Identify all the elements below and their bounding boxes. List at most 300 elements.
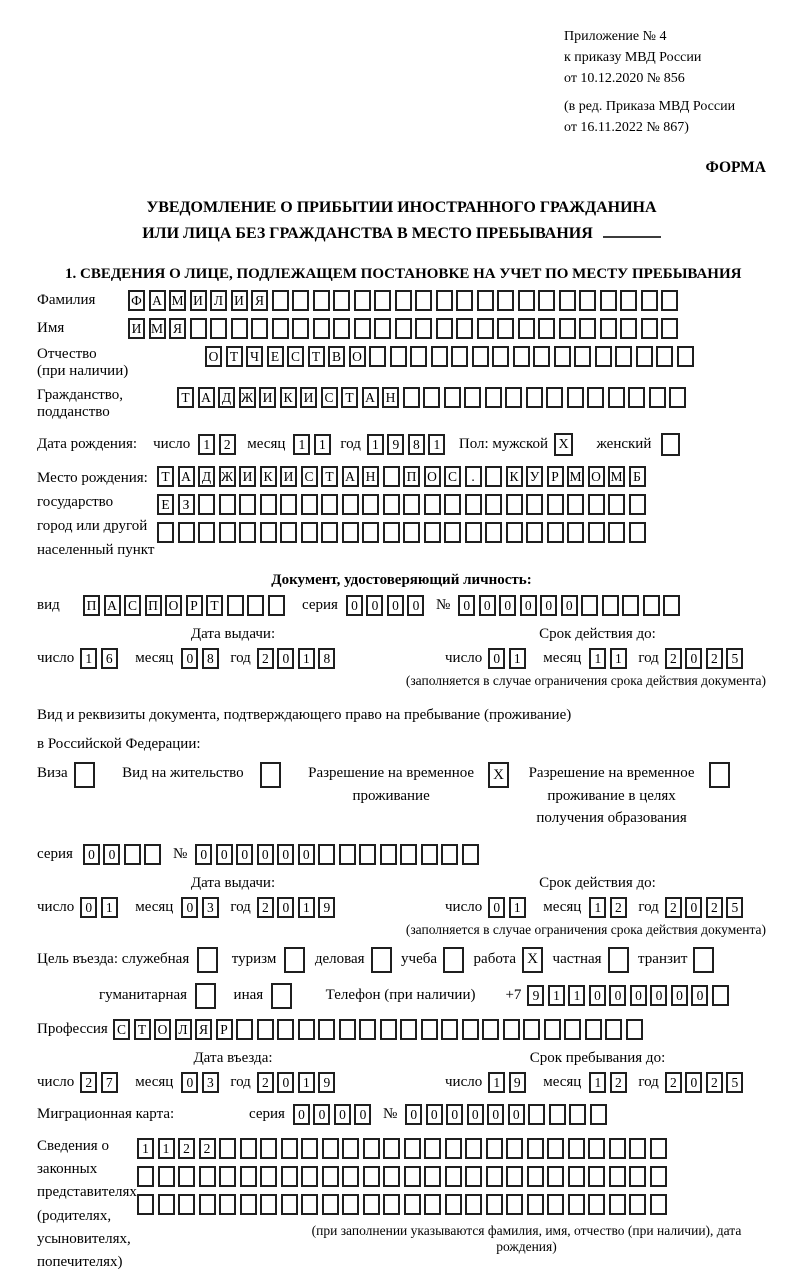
- char-box[interactable]: [547, 1166, 564, 1187]
- char-box[interactable]: [403, 387, 420, 408]
- char-box[interactable]: [649, 387, 666, 408]
- char-box[interactable]: П: [83, 595, 100, 616]
- char-box[interactable]: [663, 595, 680, 616]
- char-box[interactable]: В: [328, 346, 345, 367]
- char-box[interactable]: [260, 522, 277, 543]
- char-box[interactable]: [547, 1194, 564, 1215]
- char-box[interactable]: О: [205, 346, 222, 367]
- char-box[interactable]: [236, 1019, 253, 1040]
- char-box[interactable]: 1: [488, 1072, 505, 1093]
- char-box[interactable]: [445, 1166, 462, 1187]
- char-box[interactable]: 0: [181, 648, 198, 669]
- char-box[interactable]: [210, 318, 227, 339]
- char-box[interactable]: Т: [226, 346, 243, 367]
- char-box[interactable]: [485, 494, 502, 515]
- char-box[interactable]: [424, 522, 441, 543]
- char-box[interactable]: Е: [157, 494, 174, 515]
- char-box[interactable]: 3: [202, 1072, 219, 1093]
- char-box[interactable]: [465, 494, 482, 515]
- char-box[interactable]: [641, 290, 658, 311]
- char-box[interactable]: 2: [706, 1072, 723, 1093]
- char-box[interactable]: 0: [458, 595, 475, 616]
- char-box[interactable]: Б: [629, 466, 646, 487]
- char-box[interactable]: [590, 1104, 607, 1125]
- char-box[interactable]: [198, 494, 215, 515]
- char-box[interactable]: А: [149, 290, 166, 311]
- char-box[interactable]: [486, 1138, 503, 1159]
- char-box[interactable]: [354, 290, 371, 311]
- char-box[interactable]: [547, 494, 564, 515]
- char-box[interactable]: [569, 1104, 586, 1125]
- char-box[interactable]: [257, 1019, 274, 1040]
- char-box[interactable]: [445, 1138, 462, 1159]
- char-box[interactable]: [579, 290, 596, 311]
- char-box[interactable]: [609, 1194, 626, 1215]
- char-box[interactable]: [629, 1138, 646, 1159]
- char-box[interactable]: [609, 1166, 626, 1187]
- char-box[interactable]: [199, 1166, 216, 1187]
- char-box[interactable]: [281, 1166, 298, 1187]
- char-box[interactable]: [626, 1019, 643, 1040]
- char-box[interactable]: [527, 1166, 544, 1187]
- char-box[interactable]: [503, 1019, 520, 1040]
- char-box[interactable]: [581, 595, 598, 616]
- char-box[interactable]: У: [526, 466, 543, 487]
- char-box[interactable]: [144, 844, 161, 865]
- char-box[interactable]: 2: [706, 648, 723, 669]
- char-box[interactable]: 1: [548, 985, 565, 1006]
- char-box[interactable]: [247, 595, 264, 616]
- char-box[interactable]: С: [321, 387, 338, 408]
- char-box[interactable]: [568, 1138, 585, 1159]
- char-box[interactable]: Р: [216, 1019, 233, 1040]
- char-box[interactable]: 0: [83, 844, 100, 865]
- char-box[interactable]: С: [287, 346, 304, 367]
- char-box[interactable]: [544, 1019, 561, 1040]
- checkbox-cell[interactable]: [608, 947, 629, 973]
- char-box[interactable]: 0: [313, 1104, 330, 1125]
- char-box[interactable]: [608, 494, 625, 515]
- char-box[interactable]: [313, 290, 330, 311]
- char-box[interactable]: 0: [671, 985, 688, 1006]
- char-box[interactable]: [506, 1138, 523, 1159]
- char-box[interactable]: Т: [134, 1019, 151, 1040]
- char-box[interactable]: [424, 1194, 441, 1215]
- char-box[interactable]: [641, 318, 658, 339]
- char-box[interactable]: [333, 290, 350, 311]
- char-box[interactable]: [472, 346, 489, 367]
- char-box[interactable]: 0: [334, 1104, 351, 1125]
- char-box[interactable]: [482, 1019, 499, 1040]
- char-box[interactable]: 0: [387, 595, 404, 616]
- char-box[interactable]: Я: [251, 290, 268, 311]
- char-box[interactable]: [444, 494, 461, 515]
- char-box[interactable]: [669, 387, 686, 408]
- char-box[interactable]: З: [178, 494, 195, 515]
- char-box[interactable]: 0: [508, 1104, 525, 1125]
- char-box[interactable]: [431, 346, 448, 367]
- char-box[interactable]: [301, 494, 318, 515]
- checkbox-cell[interactable]: [371, 947, 392, 973]
- char-box[interactable]: Л: [210, 290, 227, 311]
- char-box[interactable]: 0: [277, 648, 294, 669]
- char-box[interactable]: [424, 494, 441, 515]
- char-box[interactable]: 2: [706, 897, 723, 918]
- char-box[interactable]: [339, 844, 356, 865]
- char-box[interactable]: [281, 1194, 298, 1215]
- char-box[interactable]: [158, 1166, 175, 1187]
- char-box[interactable]: [485, 466, 502, 487]
- char-box[interactable]: 0: [685, 897, 702, 918]
- char-box[interactable]: [272, 290, 289, 311]
- char-box[interactable]: 0: [405, 1104, 422, 1125]
- char-box[interactable]: [410, 346, 427, 367]
- char-box[interactable]: 0: [650, 985, 667, 1006]
- char-box[interactable]: [677, 346, 694, 367]
- char-box[interactable]: [465, 1138, 482, 1159]
- char-box[interactable]: [178, 1166, 195, 1187]
- char-box[interactable]: [374, 318, 391, 339]
- char-box[interactable]: [239, 522, 256, 543]
- char-box[interactable]: [421, 1019, 438, 1040]
- char-box[interactable]: 1: [137, 1138, 154, 1159]
- char-box[interactable]: [465, 1194, 482, 1215]
- char-box[interactable]: [342, 1194, 359, 1215]
- char-box[interactable]: [231, 318, 248, 339]
- char-box[interactable]: [199, 1194, 216, 1215]
- char-box[interactable]: [322, 1138, 339, 1159]
- char-box[interactable]: [620, 318, 637, 339]
- char-box[interactable]: [322, 1166, 339, 1187]
- char-box[interactable]: [280, 494, 297, 515]
- char-box[interactable]: [383, 1138, 400, 1159]
- char-box[interactable]: Т: [157, 466, 174, 487]
- char-box[interactable]: 5: [726, 1072, 743, 1093]
- char-box[interactable]: [546, 387, 563, 408]
- char-box[interactable]: [157, 522, 174, 543]
- char-box[interactable]: [383, 522, 400, 543]
- char-box[interactable]: [462, 1019, 479, 1040]
- char-box[interactable]: 9: [318, 1072, 335, 1093]
- char-box[interactable]: [404, 1138, 421, 1159]
- char-box[interactable]: [445, 1194, 462, 1215]
- char-box[interactable]: 0: [520, 595, 537, 616]
- char-box[interactable]: А: [104, 595, 121, 616]
- char-box[interactable]: 0: [685, 648, 702, 669]
- char-box[interactable]: 5: [726, 648, 743, 669]
- char-box[interactable]: [423, 387, 440, 408]
- char-box[interactable]: [374, 290, 391, 311]
- char-box[interactable]: 1: [589, 648, 606, 669]
- char-box[interactable]: 2: [219, 434, 236, 455]
- char-box[interactable]: М: [149, 318, 166, 339]
- char-box[interactable]: [656, 346, 673, 367]
- checkbox-cell[interactable]: [693, 947, 714, 973]
- char-box[interactable]: [462, 844, 479, 865]
- char-box[interactable]: [383, 494, 400, 515]
- char-box[interactable]: П: [145, 595, 162, 616]
- char-box[interactable]: [362, 494, 379, 515]
- char-box[interactable]: 2: [80, 1072, 97, 1093]
- char-box[interactable]: [301, 1194, 318, 1215]
- char-box[interactable]: [518, 290, 535, 311]
- char-box[interactable]: 0: [80, 897, 97, 918]
- char-box[interactable]: 2: [610, 897, 627, 918]
- char-box[interactable]: [383, 466, 400, 487]
- char-box[interactable]: [219, 494, 236, 515]
- char-box[interactable]: .: [465, 466, 482, 487]
- char-box[interactable]: [158, 1194, 175, 1215]
- char-box[interactable]: 0: [298, 844, 315, 865]
- char-box[interactable]: 0: [685, 1072, 702, 1093]
- char-box[interactable]: [190, 318, 207, 339]
- char-box[interactable]: 2: [199, 1138, 216, 1159]
- char-box[interactable]: 0: [426, 1104, 443, 1125]
- char-box[interactable]: [587, 387, 604, 408]
- char-box[interactable]: 0: [277, 1072, 294, 1093]
- char-box[interactable]: Т: [321, 466, 338, 487]
- char-box[interactable]: [559, 290, 576, 311]
- char-box[interactable]: С: [444, 466, 461, 487]
- char-box[interactable]: [424, 1138, 441, 1159]
- char-box[interactable]: 1: [509, 897, 526, 918]
- checkbox-cell[interactable]: [197, 947, 218, 973]
- char-box[interactable]: [650, 1166, 667, 1187]
- char-box[interactable]: [219, 1194, 236, 1215]
- char-box[interactable]: [400, 844, 417, 865]
- char-box[interactable]: 0: [216, 844, 233, 865]
- char-box[interactable]: [321, 494, 338, 515]
- char-box[interactable]: Д: [198, 466, 215, 487]
- char-box[interactable]: [436, 290, 453, 311]
- char-box[interactable]: Ж: [219, 466, 236, 487]
- char-box[interactable]: [333, 318, 350, 339]
- char-box[interactable]: 1: [610, 648, 627, 669]
- char-box[interactable]: 0: [277, 844, 294, 865]
- char-box[interactable]: [567, 387, 584, 408]
- char-box[interactable]: [178, 1194, 195, 1215]
- char-box[interactable]: М: [567, 466, 584, 487]
- char-box[interactable]: [318, 844, 335, 865]
- char-box[interactable]: [492, 346, 509, 367]
- char-box[interactable]: 0: [366, 595, 383, 616]
- char-box[interactable]: Т: [341, 387, 358, 408]
- char-box[interactable]: А: [178, 466, 195, 487]
- char-box[interactable]: [650, 1138, 667, 1159]
- char-box[interactable]: [363, 1194, 380, 1215]
- char-box[interactable]: [567, 494, 584, 515]
- char-box[interactable]: [260, 494, 277, 515]
- char-box[interactable]: [137, 1166, 154, 1187]
- char-box[interactable]: [313, 318, 330, 339]
- char-box[interactable]: И: [190, 290, 207, 311]
- char-box[interactable]: [608, 387, 625, 408]
- char-box[interactable]: [568, 1194, 585, 1215]
- char-box[interactable]: [629, 1166, 646, 1187]
- char-box[interactable]: [342, 1166, 359, 1187]
- char-box[interactable]: 3: [202, 897, 219, 918]
- char-box[interactable]: [301, 1138, 318, 1159]
- char-box[interactable]: [588, 494, 605, 515]
- char-box[interactable]: [629, 522, 646, 543]
- char-box[interactable]: 0: [691, 985, 708, 1006]
- char-box[interactable]: [268, 595, 285, 616]
- char-box[interactable]: 0: [181, 1072, 198, 1093]
- char-box[interactable]: О: [588, 466, 605, 487]
- char-box[interactable]: 5: [726, 897, 743, 918]
- char-box[interactable]: [585, 1019, 602, 1040]
- checkbox-cell[interactable]: [271, 983, 292, 1009]
- char-box[interactable]: [518, 318, 535, 339]
- char-box[interactable]: 1: [367, 434, 384, 455]
- char-box[interactable]: [339, 1019, 356, 1040]
- char-box[interactable]: [579, 318, 596, 339]
- char-box[interactable]: [390, 346, 407, 367]
- char-box[interactable]: [318, 1019, 335, 1040]
- char-box[interactable]: [444, 522, 461, 543]
- char-box[interactable]: [526, 494, 543, 515]
- char-box[interactable]: [198, 522, 215, 543]
- char-box[interactable]: [227, 595, 244, 616]
- char-box[interactable]: [533, 346, 550, 367]
- char-box[interactable]: 1: [589, 1072, 606, 1093]
- checkbox-cell[interactable]: [284, 947, 305, 973]
- char-box[interactable]: [415, 318, 432, 339]
- char-box[interactable]: [497, 290, 514, 311]
- char-box[interactable]: 0: [354, 1104, 371, 1125]
- char-box[interactable]: [424, 1166, 441, 1187]
- char-box[interactable]: 0: [195, 844, 212, 865]
- char-box[interactable]: [383, 1194, 400, 1215]
- char-box[interactable]: [260, 1194, 277, 1215]
- char-box[interactable]: [404, 1166, 421, 1187]
- char-box[interactable]: [421, 844, 438, 865]
- char-box[interactable]: 1: [589, 897, 606, 918]
- char-box[interactable]: [383, 1166, 400, 1187]
- char-box[interactable]: [564, 1019, 581, 1040]
- char-box[interactable]: 1: [314, 434, 331, 455]
- char-box[interactable]: [568, 1166, 585, 1187]
- char-box[interactable]: [301, 522, 318, 543]
- char-box[interactable]: [292, 290, 309, 311]
- char-box[interactable]: А: [342, 466, 359, 487]
- char-box[interactable]: 9: [509, 1072, 526, 1093]
- char-box[interactable]: [661, 318, 678, 339]
- char-box[interactable]: Л: [175, 1019, 192, 1040]
- checkbox-cell[interactable]: X: [488, 762, 509, 788]
- char-box[interactable]: [497, 318, 514, 339]
- char-box[interactable]: [588, 522, 605, 543]
- char-box[interactable]: 6: [101, 648, 118, 669]
- checkbox-cell[interactable]: [260, 762, 281, 788]
- char-box[interactable]: 9: [318, 897, 335, 918]
- char-box[interactable]: [292, 318, 309, 339]
- char-box[interactable]: 9: [387, 434, 404, 455]
- char-box[interactable]: 0: [293, 1104, 310, 1125]
- char-box[interactable]: [620, 290, 637, 311]
- char-box[interactable]: [395, 290, 412, 311]
- char-box[interactable]: [363, 1166, 380, 1187]
- char-box[interactable]: 1: [158, 1138, 175, 1159]
- char-box[interactable]: [301, 1166, 318, 1187]
- char-box[interactable]: [629, 1194, 646, 1215]
- char-box[interactable]: [240, 1138, 257, 1159]
- char-box[interactable]: 1: [428, 434, 445, 455]
- char-box[interactable]: 0: [277, 897, 294, 918]
- char-box[interactable]: С: [124, 595, 141, 616]
- char-box[interactable]: [403, 494, 420, 515]
- char-box[interactable]: К: [280, 387, 297, 408]
- char-box[interactable]: [526, 522, 543, 543]
- char-box[interactable]: [486, 1194, 503, 1215]
- char-box[interactable]: [395, 318, 412, 339]
- char-box[interactable]: П: [403, 466, 420, 487]
- char-box[interactable]: [436, 318, 453, 339]
- char-box[interactable]: [362, 522, 379, 543]
- char-box[interactable]: 0: [103, 844, 120, 865]
- char-box[interactable]: 1: [298, 648, 315, 669]
- char-box[interactable]: 2: [257, 897, 274, 918]
- char-box[interactable]: 0: [236, 844, 253, 865]
- char-box[interactable]: А: [198, 387, 215, 408]
- char-box[interactable]: [260, 1166, 277, 1187]
- char-box[interactable]: [219, 522, 236, 543]
- char-box[interactable]: 1: [198, 434, 215, 455]
- char-box[interactable]: 0: [487, 1104, 504, 1125]
- char-box[interactable]: Н: [382, 387, 399, 408]
- char-box[interactable]: 0: [346, 595, 363, 616]
- char-box[interactable]: [554, 346, 571, 367]
- char-box[interactable]: Ж: [239, 387, 256, 408]
- char-box[interactable]: Я: [169, 318, 186, 339]
- char-box[interactable]: [415, 290, 432, 311]
- char-box[interactable]: [280, 522, 297, 543]
- char-box[interactable]: Е: [267, 346, 284, 367]
- char-box[interactable]: 0: [467, 1104, 484, 1125]
- char-box[interactable]: [342, 494, 359, 515]
- char-box[interactable]: [506, 1194, 523, 1215]
- char-box[interactable]: А: [362, 387, 379, 408]
- char-box[interactable]: О: [165, 595, 182, 616]
- char-box[interactable]: Д: [218, 387, 235, 408]
- char-box[interactable]: [342, 522, 359, 543]
- char-box[interactable]: 2: [665, 1072, 682, 1093]
- char-box[interactable]: [477, 290, 494, 311]
- char-box[interactable]: 0: [609, 985, 626, 1006]
- char-box[interactable]: 2: [178, 1138, 195, 1159]
- char-box[interactable]: [567, 522, 584, 543]
- char-box[interactable]: [547, 1138, 564, 1159]
- char-box[interactable]: 7: [101, 1072, 118, 1093]
- char-box[interactable]: [441, 1019, 458, 1040]
- char-box[interactable]: 1: [298, 897, 315, 918]
- char-box[interactable]: [281, 1138, 298, 1159]
- char-box[interactable]: [588, 1194, 605, 1215]
- char-box[interactable]: Ч: [246, 346, 263, 367]
- char-box[interactable]: 0: [257, 844, 274, 865]
- char-box[interactable]: [547, 522, 564, 543]
- char-box[interactable]: [486, 1166, 503, 1187]
- char-box[interactable]: [605, 1019, 622, 1040]
- char-box[interactable]: И: [300, 387, 317, 408]
- char-box[interactable]: О: [349, 346, 366, 367]
- char-box[interactable]: [588, 1138, 605, 1159]
- char-box[interactable]: [549, 1104, 566, 1125]
- char-box[interactable]: [321, 522, 338, 543]
- char-box[interactable]: 1: [298, 1072, 315, 1093]
- char-box[interactable]: [441, 844, 458, 865]
- char-box[interactable]: [298, 1019, 315, 1040]
